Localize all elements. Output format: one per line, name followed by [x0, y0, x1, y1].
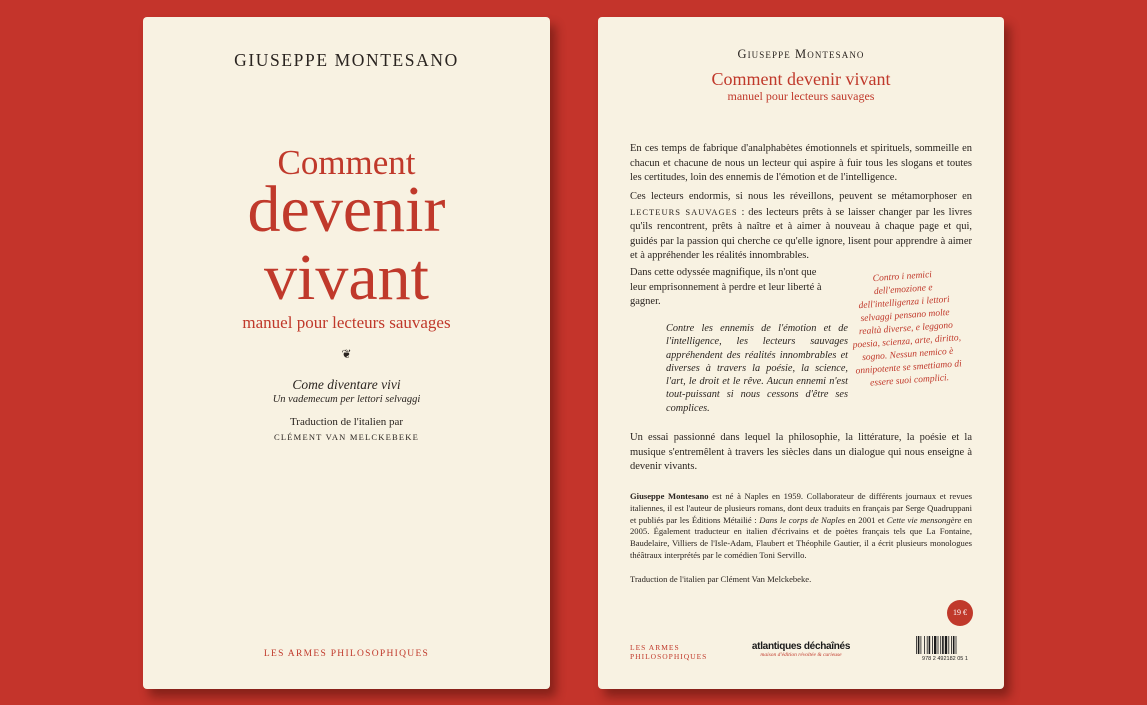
back-cover: [598, 17, 1004, 689]
handwritten-note: Contro i nemici dell'emozione e dell'intelligenza i lettori selvaggi pensano molte realtà diverse, e leggono poesia, scienza, arte, diritto, sogno. Nessun nemico è onnipotente se smettiamo di essere suoi complici.: [852, 270, 963, 389]
front-subtitle: manuel pour lecteurs sauvages: [242, 313, 451, 332]
front-italian-title: Come diventare vivi: [292, 377, 401, 392]
emblem-icon: ❦: [341, 347, 352, 361]
publisher-logo: [736, 641, 866, 658]
bio-book-1: Dans le corps de Naples: [759, 514, 845, 525]
front-italian-subtitle: Un vademecum per lettori selvaggi: [272, 394, 421, 405]
front-author: GIUSEPPE MONTESANO: [234, 50, 459, 70]
translation-note: Traduction de l'italien par Clément Van Melckebeke.: [630, 574, 812, 584]
isbn-number: 978 2 492182 05 1: [922, 656, 968, 662]
front-cover: [143, 17, 550, 689]
back-paragraph-4: Un essai passionné dans lequel la philosophie, la littérature, la poésie et la musique s'entremêlent à travers les siècles dans un dialogue qui nous enseigne à devenir vivants.: [630, 432, 972, 473]
back-title: Comment devenir vivant: [711, 69, 891, 89]
bio-text-3: en 2005. Également traducteur en italien d'écrivains et de poètes français tels que La Fontaine, Baudelaire, Villiers de l'Isle-Adam, Flaubert et Théophile Gautier, il a écrit plusieurs monologues théâtraux interprétés par le comédien Toni Servillo.: [630, 514, 972, 560]
logo-sub-text: maison d'édition révoltée & curieuse: [760, 652, 842, 658]
bio-book-2: Cette vie mensongère: [886, 514, 962, 525]
bio-name: Giuseppe Montesano: [630, 491, 709, 501]
bio-text-1: est né à Naples en 1959. Collaborateur de différents journaux et revues italiennes, il est l'auteur de plusieurs romans, dont deux traduits en français par Serge Quadruppani et publiés par les Éditions Métailié :: [630, 491, 972, 525]
back-publisher-line1: LES ARMES: [630, 643, 680, 652]
back-subtitle: manuel pour lecteurs sauvages: [727, 89, 875, 103]
logo-main-text: atlantiques déchaînés: [751, 641, 851, 652]
author-bio: [630, 491, 972, 562]
back-publisher: [630, 643, 740, 661]
back-author: Giuseppe Montesano: [737, 47, 865, 61]
paragraph-2-start: Ces lecteurs endormis, si nous les réveillons, peuvent se métamorphoser en: [630, 191, 972, 202]
back-publisher-line2: PHILOSOPHIQUES: [630, 652, 708, 661]
back-quote: Contre les ennemis de l'émotion et de l'intelligence, les lecteurs sauvages appréhendent des réalités innombrables et diverses à travers la poésie, la science, l'art, le droit et le rêve. Aucun ennemi n'est tout-puissant si nous cessons d'être ses complices.: [666, 323, 848, 414]
back-paragraph-2: [630, 190, 972, 264]
paragraph-2-end: : des lecteurs prêts à se laisser changer par les livres qu'ils rencontrent, prêts à naître et à aimer à nouveau à chaque page et qui, guidés par la passion qui cherche ce qu'elle ignore, lisent pour apprendre à aimer et à appréhender les réalités innombrables.: [630, 206, 972, 262]
front-publisher: LES ARMES PHILOSOPHIQUES: [263, 649, 430, 659]
barcode-icon: [916, 636, 974, 654]
back-paragraph-1: En ces temps de fabrique d'analphabètes émotionnels et spirituels, sommeille en chacun et chacune de nous un lecteur qui aspire à fuir tous les slogans et toutes les certitudes, loin des ennemis de l'émotion et de l'intelligence.: [630, 143, 972, 184]
back-paragraph-3: Dans cette odyssée magnifique, ils n'ont que leur emprisonnement à perdre et leur liberté à gagner.: [630, 267, 822, 308]
price-badge: 19 €: [947, 600, 973, 626]
front-title-line3: vivant: [264, 241, 429, 314]
front-title-line2: devenir: [247, 173, 446, 246]
front-translator: CLÉMENT VAN MELCKEBEKE: [274, 432, 419, 442]
lecteurs-sauvages-smallcaps: LECTEURS SAUVAGES: [630, 206, 738, 217]
front-title-line1: Comment: [277, 143, 416, 182]
front-translation-label: Traduction de l'italien par: [289, 416, 404, 428]
bio-text-2: en 2001 et: [844, 514, 887, 525]
